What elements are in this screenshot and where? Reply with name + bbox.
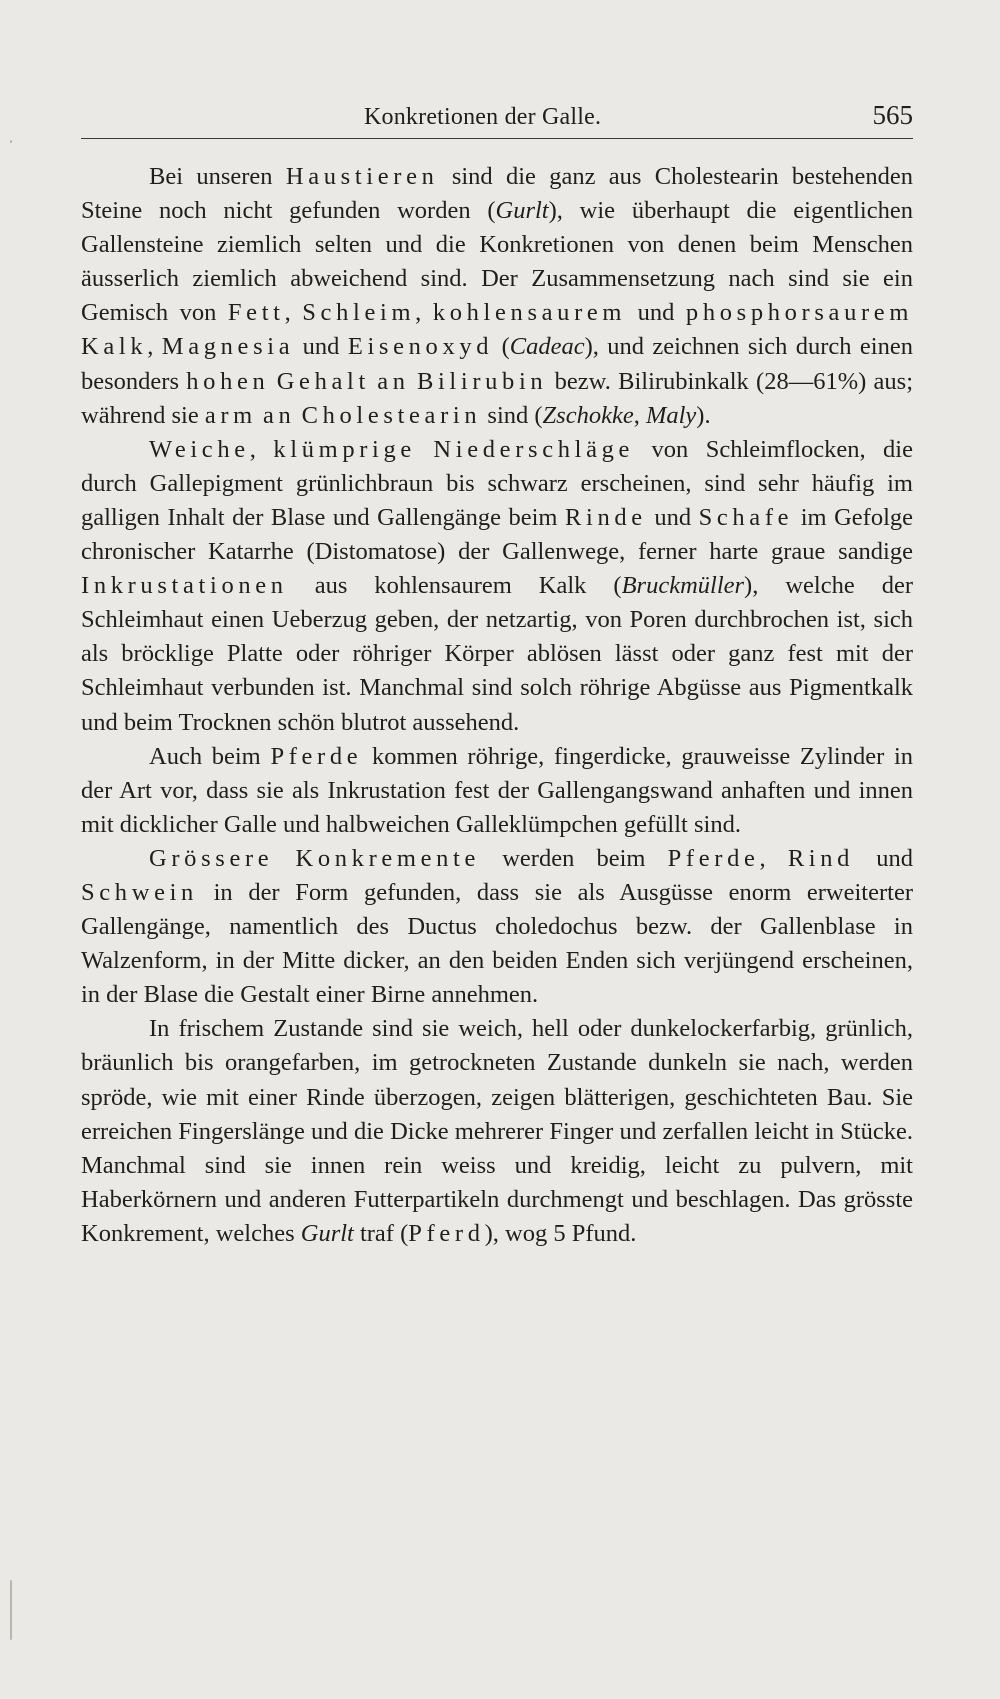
running-title: Konkretionen der Galle. bbox=[364, 104, 602, 130]
text-run: , bbox=[633, 401, 646, 429]
text-run bbox=[416, 436, 433, 463]
spaced-term: Konkremente bbox=[295, 844, 481, 872]
spaced-term: Grössere bbox=[149, 844, 274, 872]
text-run: , bbox=[759, 844, 788, 872]
text-run: , bbox=[284, 299, 303, 327]
paragraph-1 bbox=[81, 160, 913, 433]
paragraph-5 bbox=[81, 1012, 913, 1251]
text-run: werden beim bbox=[480, 844, 668, 872]
spaced-term: kohlensaurem bbox=[432, 299, 627, 327]
spaced-term: Kalk bbox=[81, 333, 148, 361]
page-edge-marks bbox=[10, 140, 16, 1640]
text-run bbox=[269, 368, 276, 395]
text-run bbox=[273, 845, 295, 872]
paragraph-3 bbox=[81, 740, 913, 842]
text-run: sind ( bbox=[481, 401, 543, 429]
spaced-term: an bbox=[263, 401, 296, 429]
paragraph-4 bbox=[81, 842, 913, 1012]
edge-speck bbox=[10, 140, 12, 143]
text-run: traf ( bbox=[353, 1219, 409, 1247]
spaced-term: Cholestearin bbox=[301, 401, 482, 429]
text-run: Auch beim bbox=[149, 742, 271, 770]
text-run: aus kohlensaurem Kalk ( bbox=[287, 572, 622, 600]
author-citation: Cadeac bbox=[509, 333, 585, 361]
text-run: kommen röhrige, fingerdicke, grauweisse Zylinder in der Art vor, dass sie als Inkrustation fest der Gallengangswand anhaften und innen mit dicklicher Galle und halbweichen Galleklümpchen gefüllt sind. bbox=[81, 742, 913, 838]
spaced-term: arm bbox=[204, 401, 257, 429]
text-run: In frischem Zustande sind sie weich, hell oder dunkelockerfarbig, grünlich, bräunlich bis orangefarben, im getrockneten Zustande dunkeln sie nach, werden spröde, wie mit einer Rinde überzogen, zeigen blätterigen, geschichteten Bau. Sie erreichen Fingerslänge und die Dicke mehrerer Finger und zerfallen leicht in Stücke. Manchmal sind sie innen rein weiss und kreidig, leicht zu pulvern, mit Haberkörnern und anderen Futterpartikeln durchmengt und beschlagen. Das grösste Konkrement, welches bbox=[81, 1015, 913, 1247]
text-run: ). bbox=[696, 401, 711, 429]
author-citation: Maly bbox=[645, 401, 697, 429]
spaced-term: Fett bbox=[227, 299, 285, 327]
spaced-term: hohen bbox=[186, 367, 270, 395]
text-run: ), und zeichnen sich durch einen besonders bbox=[81, 333, 913, 395]
text-run: , bbox=[147, 333, 162, 361]
text-run: und bbox=[854, 844, 914, 872]
body-text bbox=[81, 160, 913, 1251]
spaced-term: Rind bbox=[787, 844, 855, 872]
author-citation: Zschokke bbox=[542, 401, 634, 429]
text-run: bezw. Bilirubinkalk (28—61%) aus; während sie bbox=[81, 367, 914, 429]
spaced-term: Pferd bbox=[408, 1219, 485, 1247]
page-number: 565 bbox=[872, 100, 913, 130]
text-run: , bbox=[415, 299, 433, 327]
spaced-term: Pferde bbox=[667, 844, 760, 872]
text-run: und bbox=[646, 503, 699, 531]
spaced-term: phosphorsaurem bbox=[685, 299, 914, 327]
text-run: ( bbox=[493, 333, 510, 361]
text-run: Bei unseren bbox=[149, 163, 286, 190]
spaced-term: klümprige bbox=[273, 435, 416, 463]
spaced-term: Weiche bbox=[149, 435, 250, 463]
spaced-term: Schleim bbox=[302, 299, 416, 327]
spaced-term: Schwein bbox=[81, 878, 198, 906]
text-run: , bbox=[249, 435, 274, 463]
text-run: sind die ganz aus Cholestearin bestehenden Steine noch nicht gefunden worden ( bbox=[81, 163, 913, 225]
author-citation: Gurlt bbox=[300, 1219, 354, 1247]
spaced-term: Gehalt bbox=[276, 367, 370, 395]
spaced-term: Magnesia bbox=[161, 333, 295, 361]
page-header bbox=[81, 100, 913, 139]
author-citation: Gurlt bbox=[495, 197, 549, 225]
text-run: von Schleimflocken, die durch Gallepigment grünlichbraun bis schwarz erscheinen, sind sehr häufig im galligen Inhalt der Blase und Gallengänge beim bbox=[81, 435, 913, 531]
paragraph-2 bbox=[81, 433, 913, 740]
spaced-term: Niederschläge bbox=[433, 435, 635, 463]
text-run bbox=[410, 368, 417, 395]
text-run: ), wog 5 Pfund. bbox=[484, 1219, 637, 1247]
spaced-term: Schafe bbox=[698, 503, 794, 531]
text-run: und bbox=[626, 299, 686, 327]
spaced-term: Inkrustationen bbox=[81, 572, 288, 600]
spaced-term: Pferde bbox=[270, 742, 363, 770]
text-run: und bbox=[294, 333, 348, 361]
author-citation: Bruckmüller bbox=[621, 572, 745, 600]
text-run: in der Form gefunden, dass sie als Ausgüsse enorm erweiterter Gallengänge, namentlich des Ductus choledochus bezw. der Gallenblase in Walzenform, in der Mitte dicker, an den beiden Enden sich verjüngend erscheinen, in der Blase die Gestalt einer Birne annehmen. bbox=[81, 878, 913, 1009]
text-run: im Gefolge chronischer Katarrhe (Distomatose) der Gallenwege, ferner harte graue sandige bbox=[81, 503, 914, 566]
spaced-term: Haustieren bbox=[285, 163, 439, 190]
spaced-term: an bbox=[377, 367, 410, 395]
spaced-term: Eisenoxyd bbox=[347, 333, 494, 361]
spaced-term: Bilirubin bbox=[416, 367, 548, 395]
spaced-term: Rinde bbox=[564, 503, 647, 531]
edge-speck bbox=[10, 1580, 12, 1640]
text-run: ), wie überhaupt die eigentlichen Gallensteine ziemlich selten und die Konkretionen von denen beim Menschen äusserlich ziemlich abweichend sind. Der Zusammensetzung nach sind sie ein Gemisch von bbox=[81, 197, 913, 327]
text-run: ), welche der Schleimhaut einen Ueberzug geben, der netzartig, von Poren durchbrochen ist, sich als bröcklige Platte oder röhriger Körper ablösen lässt oder ganz fest mit der Schleimhaut verbunden ist. Manchmal sind solch röhrige Abgüsse aus Pigmentkalk und beim Trocknen schön blutrot aussehend. bbox=[81, 572, 913, 736]
